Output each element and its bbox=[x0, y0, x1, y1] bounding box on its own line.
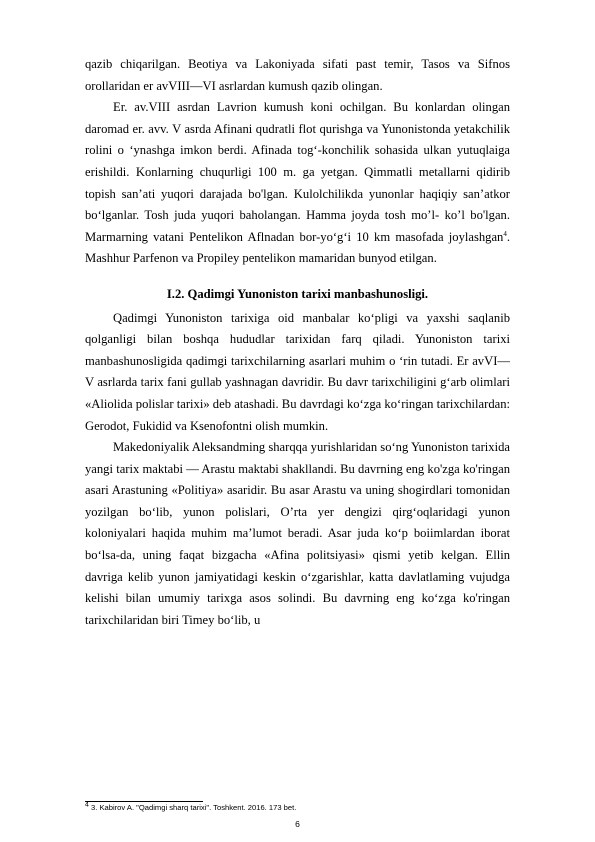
section-heading: I.2. Qadimgi Yunoniston tarixi manbashunosligi. bbox=[166, 286, 429, 301]
footnote-mark: 4 bbox=[85, 801, 89, 809]
body-text bbox=[85, 54, 510, 631]
paragraph-1: qazib chiqarilgan. Beotiya va Lakoniyada sifati past temir, Tasos va Sifnos orollaridan er avVIII—VI asrlardan kumush qazib olingan. bbox=[85, 57, 510, 93]
paragraph-2 bbox=[85, 97, 510, 270]
paragraph-2-text-end: . Mashhur Parfenon va Propiley pentelikon mamaridan bunyod etilgan. bbox=[85, 229, 510, 266]
footnote-divider bbox=[85, 801, 203, 802]
paragraph-2-text: Er. av.VIII asrdan Lavrion kumush koni ochilgan. Bu konlardan olingan daromad er. avv. V asrda Afinani qudratli flot qurishga va Yunonistonda yetakchilik rolini o ‘ynashga imkon berdi. Afinada tog‘-konchilik sohasida ulkan yutuqlaiga erishildi. Konlarning chuqurligi 100 m. ga yetgan. Qimmatli metallarni qidirib topish san’ati yuqori darajada bo'lgan. Kulolchilikda yunonlar haqiqiy san’atkor bo‘lganlar. Tosh juda yuqori baholangan. Hamma joyda tosh mo’l- ko’l bo'lgan. Marmarning vatani Pentelikon Aflnadan bor-yo‘g‘i 10 km masofada joylashgan bbox=[85, 100, 510, 244]
footnote-reference[interactable]: 4 bbox=[503, 229, 507, 238]
paragraph-4: Makedoniyalik Aleksandming sharqqa yurishlaridan so‘ng Yunoniston tarixida yangi tarix maktabi — Arastu maktabi shakllandi. Bu davrning eng ko'zga ko'ringan asari Arastuning «Politiya» asaridir. Bu asar Arastu va uning shogirdlari tomonidan yozilgan bo‘lib, yunon polislari, O’rta yer dengizi qirg‘oqlaridagi yunon koloniyalari haqida muhim ma’lumot beradi. Asar juda ko‘p boiimlardan iborat bo‘lsa-da, uning faqat bizgacha «Afina politsiyasi» qismi yetib kelgan. Ellin davriga kelib yunon jamiyatidagi keskin o‘zgarishlar, katta davlatlaming vujudga kelishi bilan umumiy tarixga asos solindi. Bu davrning eng ko‘zga ko'ringan tarixchilaridan biri Timey bo‘lib, u bbox=[85, 440, 510, 627]
footnote bbox=[85, 803, 510, 813]
page-number: 6 bbox=[295, 819, 300, 829]
paragraph-3: Qadimgi Yunoniston tarixiga oid manbalar ko‘pligi va yaxshi saqlanib qolganligi bilan boshqa hududlar tarixidan farq qiladi. Yunoniston tarixi manbashunosligida qadimgi tarixchilarning asarlari muhim o ‘rin tutadi. Er avVI—V asrlarda tarix fani gullab yashnagan davridir. Bu davr tarixchiligini g‘arb olimlari «Aliolida polislar tarixi» deb atashadi. Bu davrdagi ko‘zga ko‘ringan tarixchilardan: Gerodot, Fukidid va Ksenofontni olish mumkin. bbox=[85, 310, 510, 433]
footnote-text: 3. Kabirov A. "Qadimgi sharq tarixi". Toshkent. 2016. 173 bet. bbox=[88, 803, 297, 812]
